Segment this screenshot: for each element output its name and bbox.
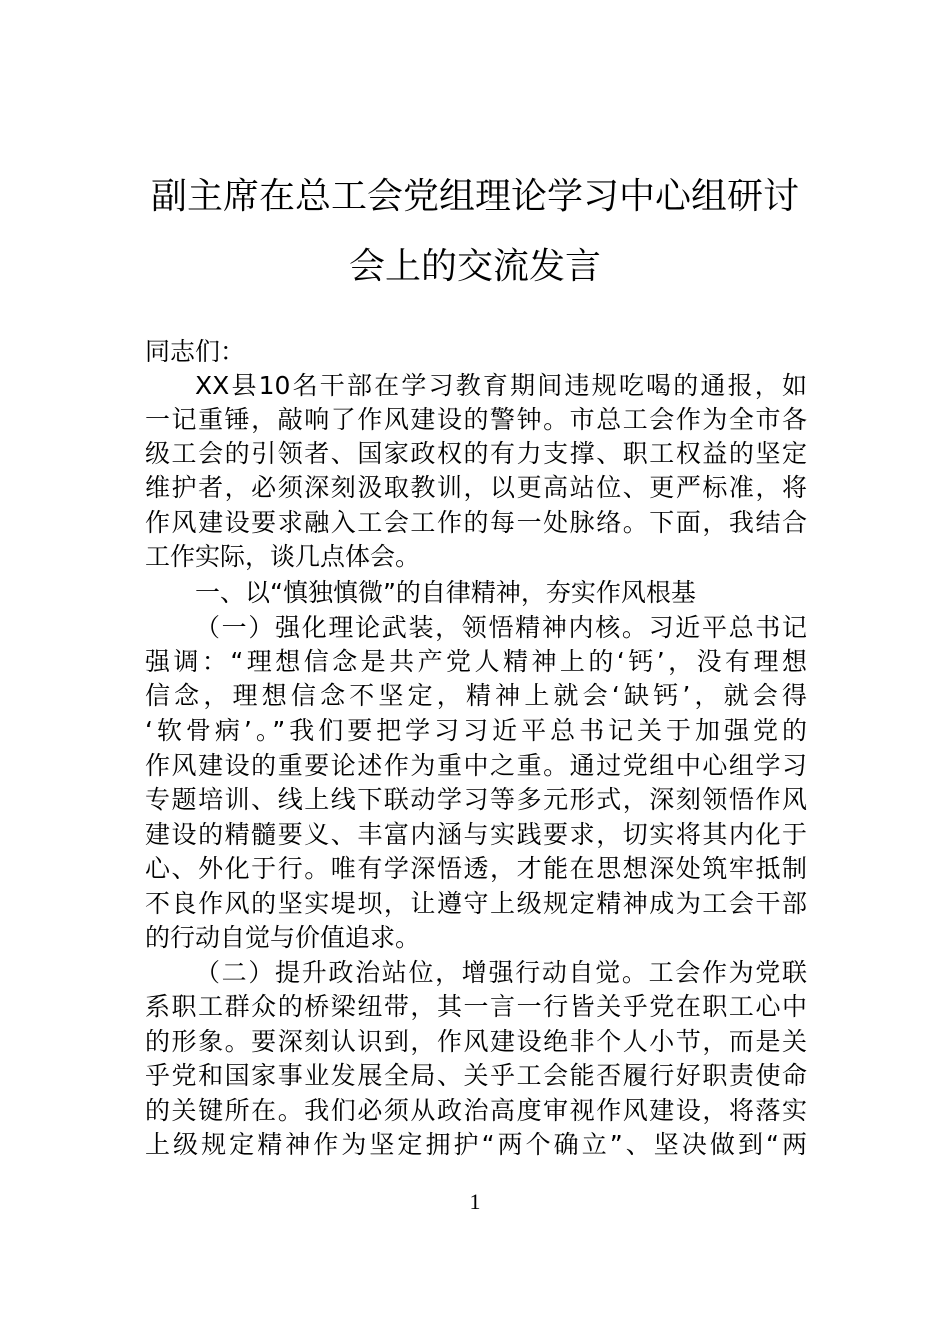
paragraph-line: 乎党和国家事业发展全局、关乎工会能否履行好职责使命 — [145, 1061, 807, 1090]
paragraph-line: 上级规定精神作为坚定拥护“两个确立”、坚决做到“两 — [145, 1130, 807, 1159]
paragraph-line: 作风建设要求融入工会工作的每一处脉络。下面，我结合 — [145, 508, 807, 537]
paragraph-line: 的形象。要深刻认识到，作风建设绝非个人小节，而是关 — [145, 1027, 807, 1056]
paragraph-line: 专题培训、线上线下联动学习等多元形式，深刻领悟作风 — [145, 785, 807, 814]
paragraph-line: ‘软骨病’。”我们要把学习习近平总书记关于加强党的 — [145, 716, 807, 745]
paragraph-line: 级工会的引领者、国家政权的有力支撑、职工权益的坚定 — [145, 439, 807, 468]
paragraph-line: 强调：“理想信念是共产党人精神上的‘钙’，没有理想 — [145, 647, 807, 676]
paragraph-line: 心、外化于行。唯有学深悟透，才能在思想深处筑牢抵制 — [145, 854, 807, 883]
paragraph-line: 信念，理想信念不坚定，精神上就会‘缺钙’，就会得 — [145, 681, 807, 710]
paragraph-line: 不良作风的坚实堤坝，让遵守上级规定精神成为工会干部 — [145, 889, 807, 918]
document-title-line-1: 副主席在总工会党组理论学习中心组研讨 — [150, 176, 799, 217]
document-title-line-2: 会上的交流发言 — [348, 246, 601, 287]
paragraph-line: 工作实际，谈几点体会。 — [145, 542, 421, 571]
page-number: 1 — [469, 1189, 481, 1214]
paragraph-line: 一记重锤，敲响了作风建设的警钟。市总工会作为全市各 — [145, 405, 807, 434]
paragraph-line: 的行动自觉与价值追求。 — [145, 923, 421, 952]
salutation: 同志们： — [145, 337, 246, 366]
paragraph-line: 建设的精髓要义、丰富内涵与实践要求，切实将其内化于 — [145, 820, 807, 849]
paragraph-line: （一）强化理论武装，领悟精神内核。习近平总书记 — [195, 613, 807, 642]
paragraph-line: 维护者，必须深刻汲取教训，以更高站位、更严标准，将 — [145, 473, 807, 502]
paragraph-line: 系职工群众的桥梁纽带，其一言一行皆关乎党在职工心中 — [145, 992, 807, 1021]
section-heading: 一、以“慎独慎微”的自律精神，夯实作风根基 — [195, 578, 696, 607]
paragraph-line: （二）提升政治站位，增强行动自觉。工会作为党联 — [195, 958, 807, 987]
paragraph-line: XX县10名干部在学习教育期间违规吃喝的通报，如 — [195, 371, 807, 400]
paragraph-line: 的关键所在。我们必须从政治高度审视作风建设，将落实 — [145, 1096, 807, 1125]
paragraph-line: 作风建设的重要论述作为重中之重。通过党组中心组学习 — [145, 751, 807, 780]
